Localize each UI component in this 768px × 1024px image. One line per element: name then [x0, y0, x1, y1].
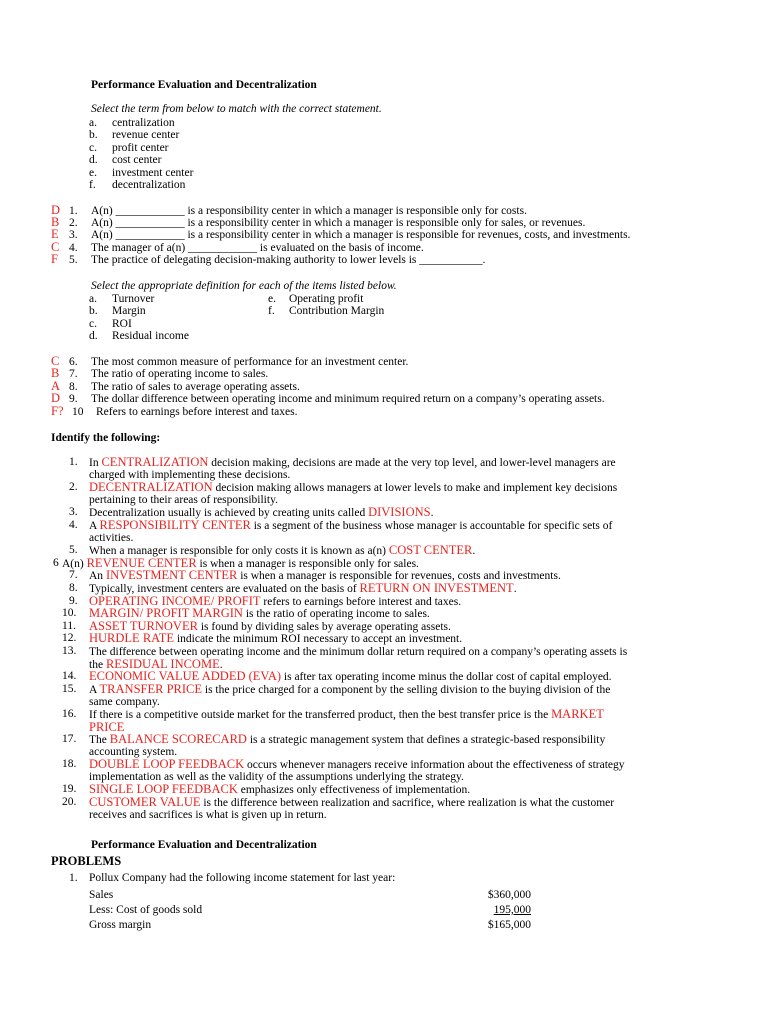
item-text: Decentralization usually is achieved by creating units called: [89, 507, 369, 519]
answer-term: MARGIN/ PROFIT MARGIN: [89, 606, 243, 620]
question-number: 8.: [69, 380, 78, 393]
term-letter: f.: [268, 305, 275, 318]
item-number: 12.: [62, 632, 77, 644]
item-text: .: [472, 545, 476, 557]
item-text: In: [89, 457, 102, 469]
statement-value: 195,000: [493, 904, 531, 916]
item-text: Typically, investment centers are evaluated on the basis of: [89, 583, 360, 595]
answer-term: BALANCE SCORECARD: [109, 732, 247, 746]
item-text: is the ratio of operating income to sales.: [242, 608, 430, 620]
term-text: Turnover: [112, 293, 155, 305]
answer-term: MARKET: [551, 707, 604, 721]
item-text: refers to earnings before interest and taxes.: [260, 596, 462, 608]
item-text: A(n): [62, 558, 87, 570]
term-letter: d.: [89, 330, 98, 343]
item-text: is a segment of the business whose manager is accountable for specific sets of: [250, 520, 613, 532]
item-number: 6: [53, 557, 59, 569]
term-letter: e.: [89, 166, 97, 179]
term-text: Contribution Margin: [289, 305, 385, 318]
item-text: If there is a competitive outside market for the transferred product, then the best transfer price is the: [89, 709, 552, 721]
item-text: the: [89, 658, 106, 671]
answer-letter: A: [51, 378, 61, 393]
item-text: is the price charged for a component by the selling division to the buying division of the: [202, 684, 611, 696]
statement-value: $165,000: [487, 919, 531, 931]
answer-term: DOUBLE LOOP FEEDBACK: [89, 757, 245, 771]
item-text: The: [89, 734, 110, 746]
term-letter: a.: [89, 117, 97, 129]
term-text: Residual income: [112, 330, 189, 343]
answer-term: COST CENTER: [388, 543, 473, 557]
answer-term: ECONOMIC VALUE ADDED (EVA): [89, 669, 282, 683]
item-line-cont: activities.: [89, 531, 134, 544]
question-text: A(n) ____________ is a responsibility center in which a manager is responsible for revenues, costs, and investments.: [91, 229, 631, 242]
question-text: The manager of a(n) ____________ is evaluated on the basis of income.: [91, 241, 424, 254]
item-number: 17.: [62, 733, 77, 745]
question-number: 5.: [69, 253, 78, 266]
problem-number: 1.: [69, 872, 78, 884]
question-number: 9.: [69, 393, 78, 406]
answer-letter: F: [51, 251, 58, 266]
item-number: 14.: [62, 670, 77, 682]
item-text: is after tax operating income minus the dollar cost of capital employed.: [281, 671, 612, 683]
item-text: An: [89, 570, 106, 582]
answer-term: RESPONSIBILITY CENTER: [99, 518, 251, 532]
item-text: .: [430, 507, 434, 519]
question-number: 10: [72, 405, 84, 418]
item-text: is when a manager is responsible for revenues, costs and investments.: [237, 570, 561, 582]
answer-term: RESIDUAL INCOME: [105, 656, 220, 671]
term-text: decentralization: [112, 179, 186, 191]
question-text: The dollar difference between operating income and minimum required return on a company’s operating assets.: [91, 393, 605, 406]
item-text: emphasizes only effectiveness of implementation.: [237, 784, 471, 796]
instructions: Select the term from below to match with the correct statement.: [91, 103, 382, 115]
answer-letter: F?: [51, 403, 64, 418]
answer-letter: C: [51, 239, 60, 254]
problem-text: Pollux Company had the following income statement for last year:: [89, 872, 396, 884]
item-line: [89, 708, 604, 722]
item-text: occurs whenever managers receive information about the effectiveness of strategy: [244, 759, 625, 771]
question-text: The most common measure of performance for an investment center.: [91, 356, 409, 368]
answer-term: SINGLE LOOP FEEDBACK: [89, 782, 238, 796]
item-number: 19.: [62, 783, 77, 795]
item-line-cont: accounting system.: [89, 745, 178, 758]
item-text: is when a manager is responsible only for sales.: [196, 558, 419, 570]
statement-label: Gross margin: [89, 919, 152, 931]
question-text: A(n) ____________ is a responsibility center in which a manager is responsible only for costs.: [91, 205, 527, 217]
item-number: 10.: [62, 607, 77, 619]
answer-letter: B: [51, 366, 60, 381]
item-text: The difference between operating income and the minimum dollar return required on a company’s operating assets is: [89, 646, 628, 658]
term-letter: b.: [89, 129, 98, 142]
answer-term: PRICE: [89, 719, 125, 734]
problems-heading: PROBLEMS: [51, 854, 122, 868]
item-number: 8.: [69, 582, 78, 594]
question-text: The ratio of operating income to sales.: [91, 368, 269, 381]
term-text: revenue center: [112, 129, 180, 142]
section-title: Performance Evaluation and Decentralization: [91, 79, 317, 91]
item-number: 5.: [69, 544, 78, 556]
term-text: centralization: [112, 117, 175, 129]
item-text: .: [219, 658, 223, 671]
answer-letter: D: [51, 203, 61, 217]
term-letter: a.: [89, 293, 97, 305]
item-number: 7.: [69, 569, 78, 581]
item-line-cont: charged with implementing these decisions.: [89, 468, 291, 481]
item-number: 3.: [69, 506, 78, 518]
answer-term: CUSTOMER VALUE: [89, 795, 201, 809]
item-number: 15.: [62, 683, 77, 695]
term-text: Operating profit: [289, 293, 364, 305]
item-text: decision making, decisions are made at the very top level, and lower-level managers are: [208, 457, 616, 469]
section-title: Performance Evaluation and Decentralization: [91, 839, 317, 851]
term-letter: d.: [89, 154, 98, 167]
term-letter: c.: [89, 141, 97, 154]
question-number: 4.: [69, 241, 78, 254]
instructions: Select the appropriate definition for each of the items listed below.: [91, 280, 397, 292]
term-text: ROI: [112, 317, 132, 330]
item-text: is found by dividing sales by average operating assets.: [197, 621, 451, 633]
item-number: 13.: [62, 645, 77, 657]
question-text: A(n) ____________ is a responsibility center in which a manager is responsible only for sales, or revenues.: [91, 217, 586, 230]
term-text: profit center: [112, 141, 169, 154]
answer-term: RETURN ON INVESTMENT: [359, 581, 514, 595]
question-text: The practice of delegating decision-making authority to lower levels is ___________.: [91, 253, 486, 266]
answer-letter: C: [51, 354, 60, 368]
item-line-cont: pertaining to their areas of responsibility.: [89, 493, 278, 506]
statement-label: Sales: [89, 889, 114, 901]
item-text: is the difference between realization and sacrifice, where realization is what the customer: [200, 797, 615, 809]
answer-letter: B: [51, 215, 60, 230]
question-text: Refers to earnings before interest and taxes.: [96, 405, 298, 418]
answer-term: REVENUE CENTER: [86, 556, 197, 570]
answer-term: CENTRALIZATION: [101, 455, 209, 469]
statement-label: Less: Cost of goods sold: [89, 904, 203, 916]
item-line-cont: implementation as well as the validity of the assumptions underlying the strategy.: [89, 770, 464, 783]
item-line-cont: receives and sacrifices is what is given up in return.: [89, 808, 327, 821]
item-number: 4.: [69, 519, 78, 531]
item-line: [89, 683, 610, 697]
answer-letter: E: [51, 227, 59, 242]
term-letter: f.: [89, 179, 96, 191]
answer-term: DECENTRALIZATION: [89, 480, 213, 494]
item-line-cont: same company.: [89, 695, 160, 708]
answer-term: OPERATING INCOME/ PROFIT: [89, 594, 261, 608]
question-number: 1.: [69, 205, 78, 217]
item-number: 9.: [69, 595, 78, 607]
item-text: is a strategic management system that defines a strategic-based responsibility: [246, 734, 606, 746]
item-line: [89, 519, 612, 533]
question-number: 2.: [69, 217, 78, 230]
item-text: decision making allows managers at lower levels to make and implement key decisions: [212, 482, 618, 494]
item-number: 11.: [62, 620, 76, 632]
term-letter: e.: [268, 293, 276, 305]
answer-term: INVESTMENT CENTER: [105, 568, 238, 582]
question-number: 6.: [69, 356, 78, 368]
question-text: The ratio of sales to average operating assets.: [91, 380, 300, 393]
answer-letter: D: [51, 391, 61, 406]
answer-term: DIVISIONS: [368, 505, 431, 519]
term-text: Margin: [112, 305, 146, 318]
item-number: 16.: [62, 708, 77, 720]
answer-term: HURDLE RATE: [89, 631, 175, 645]
item-line: [89, 632, 462, 646]
term-letter: c.: [89, 317, 97, 330]
item-text: A: [89, 520, 100, 532]
item-text: .: [513, 583, 517, 595]
term-text: cost center: [112, 154, 162, 167]
item-number: 18.: [62, 758, 77, 770]
item-number: 20.: [62, 796, 77, 808]
answer-term: TRANSFER PRICE: [99, 682, 203, 696]
question-number: 7.: [69, 368, 78, 381]
item-number: 2.: [69, 481, 78, 493]
item-text: indicate the minimum ROI necessary to accept an investment.: [174, 633, 463, 645]
item-text: When a manager is responsible for only costs it is known as a(n): [89, 545, 389, 557]
answer-term: ASSET TURNOVER: [89, 619, 198, 633]
item-text: A: [89, 684, 100, 696]
item-number: 1.: [69, 456, 78, 468]
question-number: 3.: [69, 229, 78, 242]
term-text: investment center: [112, 166, 194, 179]
term-letter: b.: [89, 305, 98, 318]
statement-value: $360,000: [487, 889, 531, 901]
identify-heading: Identify the following:: [51, 432, 161, 444]
